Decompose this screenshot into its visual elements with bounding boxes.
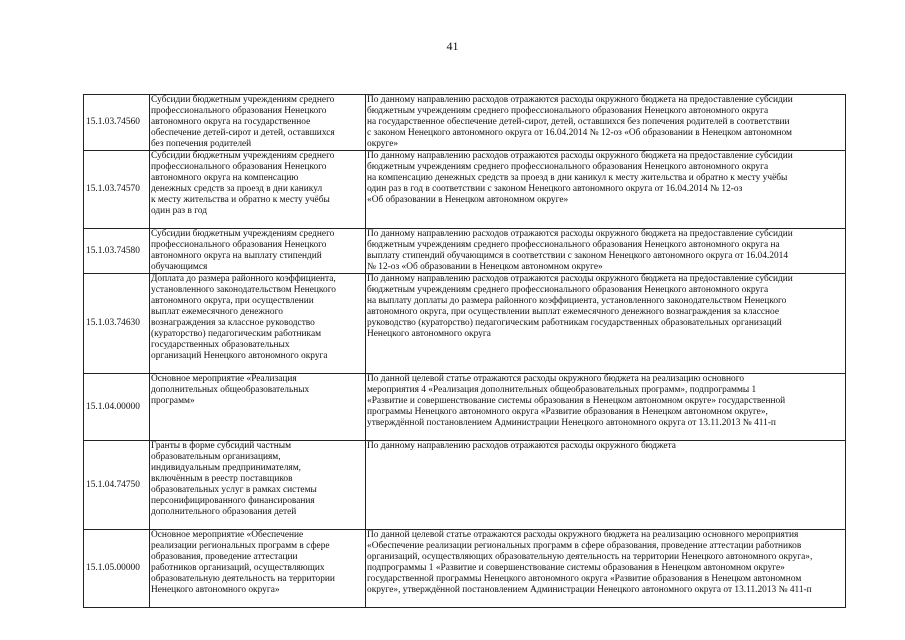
row-name: Основное мероприятие «Обеспечение реализации региональных программ в сфере образования, проведение аттестации работников организаций, осуществляющих образовательную деятельность на территории Ненецкого автономного округа» <box>150 530 366 608</box>
budget-classification-table <box>83 94 846 608</box>
row-code: 15.1.05.00000 <box>84 530 150 608</box>
table-row <box>84 274 846 374</box>
table-row <box>84 151 846 229</box>
row-description: По данному направлению расходов отражаются расходы окружного бюджета на предоставление субсидии бюджетным учреждениям среднего профессионального образования Ненецкого автономного округа на компенсацию денежных средств за проезд в дни каникул к месту жительства и обратно к месту учёбы один раз в год в соответствии с законом Ненецкого автономного округа от 16.04.2014 № 12-оз «Об образовании в Ненецком автономном округе» <box>366 151 846 229</box>
row-name: Основное мероприятие «Реализация дополнительных общеобразовательных программ» <box>150 374 366 441</box>
row-description: По данному направлению расходов отражаются расходы окружного бюджета на предоставление субсидии бюджетным учреждениям среднего профессионального образования Ненецкого автономного округа на выплату стипендий обучающимся в соответствии с законом Ненецкого автономного округа от 16.04.2014 № 12-оз «Об образовании в Ненецком автономном округе» <box>366 229 846 274</box>
table-row <box>84 95 846 151</box>
row-description: По данной целевой статье отражаются расходы окружного бюджета на реализацию основного мероприятия «Обеспечение реализации региональных программ в сфере образования, проведение аттестации работников организаций, осуществляющих образовательную деятельность на территории Ненецкого автономного округа», подпрограммы 1 «Развитие и совершенствование системы образования в Ненецком автономном округе» государственной программы Ненецкого автономного округа «Развитие образования в Ненецком автономном округе», утверждённой постановлением Администрации Ненецкого автономного округа от 13.11.2013 № 411-п <box>366 530 846 608</box>
row-description: По данному направлению расходов отражаются расходы окружного бюджета <box>366 441 846 530</box>
row-code: 15.1.03.74570 <box>84 151 150 229</box>
row-name: Субсидии бюджетным учреждениям среднего профессионального образования Ненецкого автономного округа на компенсацию денежных средств за проезд в дни каникул к месту жительства и обратно к месту учёбы один раз в год <box>150 151 366 229</box>
table-row <box>84 229 846 274</box>
table-row <box>84 441 846 530</box>
row-code: 15.1.03.74580 <box>84 229 150 274</box>
page-number: 41 <box>446 39 459 53</box>
row-name: Гранты в форме субсидий частным образовательным организациям, индивидуальным предпринимателям, включённым в реестр поставщиков образовательных услуг в рамках системы персонифицированного финансирования дополнительного образования детей <box>150 441 366 530</box>
row-name: Субсидии бюджетным учреждениям среднего профессионального образования Ненецкого автономного округа на выплату стипендий обучающимся <box>150 229 366 274</box>
row-name: Субсидии бюджетным учреждениям среднего профессионального образования Ненецкого автономного округа на государственное обеспечение детей-сирот и детей, оставшихся без попечения родителей <box>150 95 366 151</box>
row-description: По данному направлению расходов отражаются расходы окружного бюджета на предоставление субсидии бюджетным учреждениям среднего профессионального образования Ненецкого автономного округа на выплату доплаты до размера районного коэффициента, установленного законодательством Ненецкого автономного округа, при осуществлении выплат ежемесячного денежного вознаграждения за классное руководство (кураторство) педагогическим работникам государственных образовательных организаций Ненецкого автономного округа <box>366 274 846 374</box>
row-code: 15.1.03.74630 <box>84 274 150 374</box>
table-row <box>84 374 846 441</box>
row-name: Доплата до размера районного коэффициента, установленного законодательством Ненецкого автономного округа, при осуществлении выплат ежемесячного денежного вознаграждения за классное руководство (кураторство) педагогическим работникам государственных образовательных организаций Ненецкого автономного округа <box>150 274 366 374</box>
row-code: 15.1.04.74750 <box>84 441 150 530</box>
row-code: 15.1.04.00000 <box>84 374 150 441</box>
row-code: 15.1.03.74560 <box>84 95 150 151</box>
row-description: По данному направлению расходов отражаются расходы окружного бюджета на предоставление субсидии бюджетным учреждениям среднего профессионального образования Ненецкого автономного округа на государственное обеспечение детей-сирот, детей, оставшихся без попечения родителей в соответствии с законом Ненецкого автономного округа от 16.04.2014 № 12-оз «Об образовании в Ненецком автономном округе» <box>366 95 846 151</box>
row-description: По данной целевой статье отражаются расходы окружного бюджета на реализацию основного мероприятия 4 «Реализация дополнительных общеобразовательных программ», подпрограммы 1 «Развитие и совершенствование системы образования в Ненецком автономном округе» государственной программы Ненецкого автономного округа «Развитие образования в Ненецком автономном округе», утверждённой постановлением Администрации Ненецкого автономного округа от 13.11.2013 № 411-п <box>366 374 846 441</box>
table-row <box>84 530 846 608</box>
